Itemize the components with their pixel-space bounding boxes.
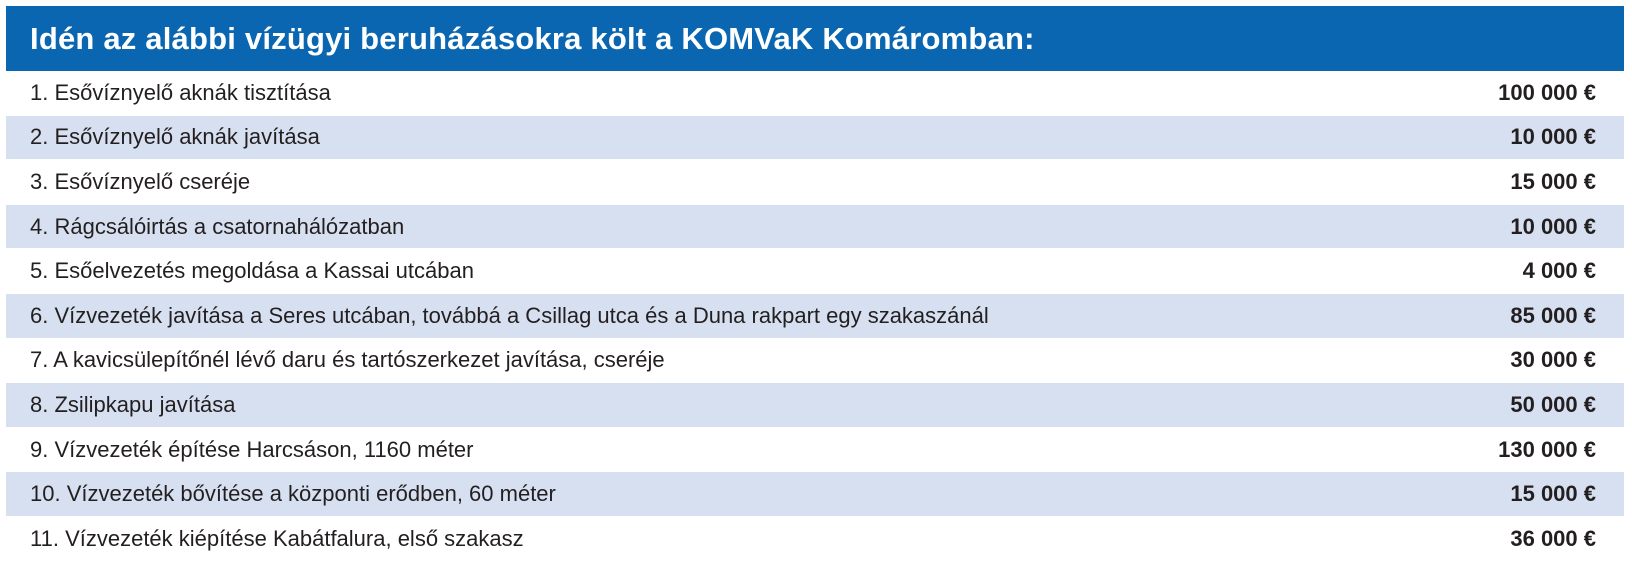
- item-label: 6. Vízvezeték javítása a Seres utcában, továbbá a Csillag utca és a Duna rakpart egy szakaszánál: [30, 302, 989, 328]
- item-amount: 36 000 €: [1510, 525, 1596, 551]
- table-row: [6, 205, 1624, 250]
- item-label: 11. Vízvezeték kiépítése Kabátfalura, első szakasz: [30, 525, 524, 551]
- item-amount: 10 000 €: [1510, 213, 1596, 239]
- item-label: 2. Esővíznyelő aknák javítása: [30, 124, 320, 150]
- table-row: [6, 383, 1624, 428]
- table-row: [6, 71, 1624, 116]
- item-label: 7. A kavicsülepítőnél lévő daru és tartószerkezet javítása, cseréje: [30, 347, 665, 373]
- table-row: [6, 160, 1624, 205]
- table-header: [6, 6, 1624, 71]
- table-row: [6, 428, 1624, 473]
- item-amount: 15 000 €: [1510, 168, 1596, 194]
- item-label: 10. Vízvezeték bővítése a központi erődben, 60 méter: [30, 481, 556, 507]
- table-row: [6, 339, 1624, 384]
- table-row: [6, 294, 1624, 339]
- item-label: 4. Rágcsálóirtás a csatornahálózatban: [30, 213, 405, 239]
- item-amount: 10 000 €: [1510, 124, 1596, 150]
- item-label: 1. Esővíznyelő aknák tisztítása: [30, 79, 331, 105]
- item-label: 3. Esővíznyelő cseréje: [30, 168, 251, 194]
- item-label: 5. Esőelvezetés megoldása a Kassai utcában: [30, 258, 474, 284]
- item-amount: 100 000 €: [1498, 79, 1596, 105]
- item-amount: 85 000 €: [1510, 302, 1596, 328]
- item-amount: 4 000 €: [1522, 258, 1596, 284]
- item-label: 9. Vízvezeték építése Harcsáson, 1160 méter: [30, 436, 474, 462]
- item-amount: 15 000 €: [1510, 481, 1596, 507]
- table-row: [6, 517, 1624, 562]
- table-row: [6, 116, 1624, 161]
- table-row: [6, 472, 1624, 517]
- table-title: Idén az alábbi vízügyi beruházásokra költ a KOMVaK Komáromban:: [30, 20, 1035, 56]
- table-row: [6, 249, 1624, 294]
- item-amount: 30 000 €: [1510, 347, 1596, 373]
- table-body: [6, 71, 1624, 562]
- item-amount: 50 000 €: [1510, 391, 1596, 417]
- investment-table: [6, 6, 1624, 568]
- item-amount: 130 000 €: [1498, 436, 1596, 462]
- item-label: 8. Zsilipkapu javítása: [30, 391, 236, 417]
